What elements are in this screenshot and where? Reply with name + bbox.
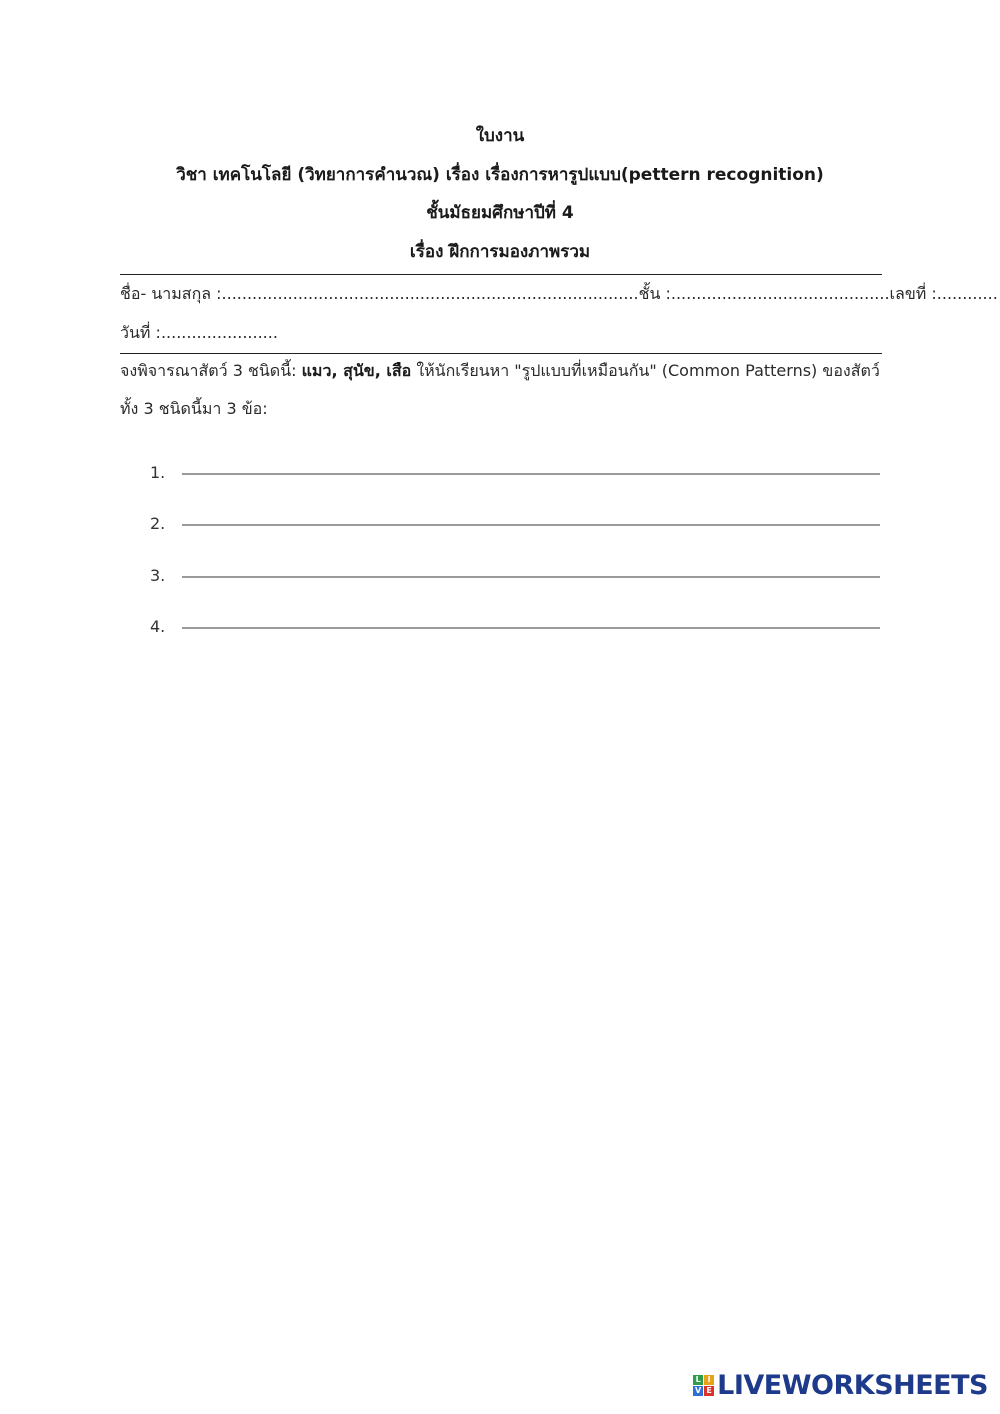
logo-text: LIVEWORKSHEETS xyxy=(717,1369,988,1401)
logo-mark-letter: I xyxy=(704,1375,714,1385)
top-divider xyxy=(120,274,882,275)
answer-line[interactable] xyxy=(182,627,880,629)
answer-line[interactable] xyxy=(182,576,880,578)
answer-number: 4. xyxy=(150,617,166,636)
logo-mark-letter: E xyxy=(704,1386,714,1396)
logo-mark-letter: L xyxy=(693,1375,703,1385)
liveworksheets-logo xyxy=(693,1370,988,1400)
answer-row-3[interactable] xyxy=(150,564,880,588)
answer-number: 3. xyxy=(150,566,166,585)
answer-row-4[interactable] xyxy=(150,615,880,639)
instruction-part2: ให้นักเรียนหา "รูปแบบที่เหมือนกัน" (Common Patterns) ของสัตว์ทั้ง 3 ชนิดนี้มา 3 ข้อ: xyxy=(120,361,880,418)
instruction-animals: แมว, สุนัข, เสือ xyxy=(301,361,412,380)
answer-row-1[interactable] xyxy=(150,461,880,485)
logo-mark-letter: V xyxy=(695,1385,702,1395)
answer-number: 2. xyxy=(150,514,166,533)
topic-title: เรื่อง ฝึกการมองภาพรวม xyxy=(409,242,591,262)
logo-mark-icon xyxy=(693,1375,714,1396)
answer-row-2[interactable] xyxy=(150,512,880,536)
subject-title: วิชา เทคโนโลยี (วิทยาการคำนวณ) เรื่อง เรื่องการหารูปแบบ(pettern recognition) xyxy=(176,165,824,185)
instruction-part1: จงพิจารณาสัตว์ 3 ชนิดนี้: xyxy=(120,361,302,380)
date-field[interactable]: วันที่ :....................... xyxy=(120,323,278,342)
answer-line[interactable] xyxy=(182,524,880,526)
grade-level: ชั้นมัธยมศึกษาปีที่ 4 xyxy=(426,203,574,223)
name-class-number-field[interactable]: ชื่อ- นามสกุล :..................................................................................ชั้น :...........................................เลขที่ :............ xyxy=(120,284,998,303)
answer-line[interactable] xyxy=(182,473,880,475)
answer-number: 1. xyxy=(150,463,166,482)
worksheet-title: ใบงาน xyxy=(475,126,525,146)
instruction-text xyxy=(120,352,882,428)
